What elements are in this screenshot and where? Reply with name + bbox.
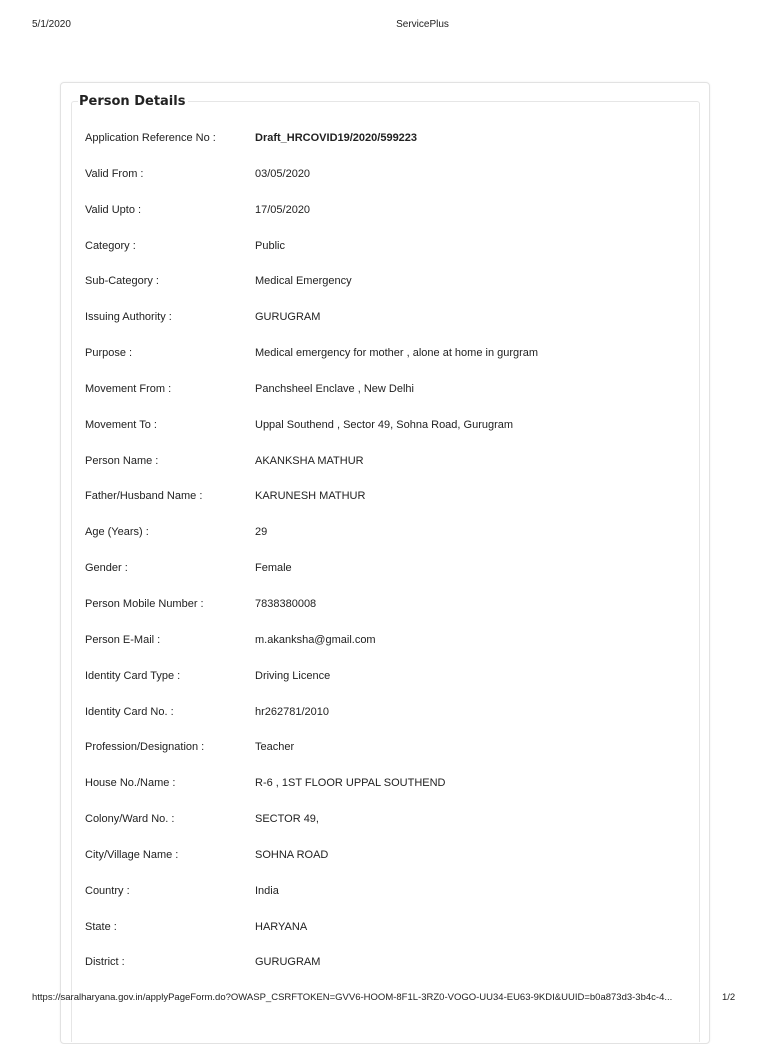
detail-row-city-village xyxy=(85,849,685,885)
field-label: Movement To : xyxy=(85,418,157,431)
detail-row-father-husband-name xyxy=(85,490,685,526)
field-label: Age (Years) : xyxy=(85,526,149,539)
field-label: State : xyxy=(85,920,117,933)
detail-row-movement-to xyxy=(85,419,685,455)
field-label: Sub-Category : xyxy=(85,275,159,288)
field-value: 03/05/2020 xyxy=(255,167,311,180)
field-label: House No./Name : xyxy=(85,777,176,790)
field-value: GURUGRAM xyxy=(255,956,321,969)
field-label: Application Reference No : xyxy=(85,132,216,144)
field-label: Gender : xyxy=(85,562,128,575)
field-value: Uppal Southend , Sector 49, Sohna Road, Gurugram xyxy=(255,418,514,431)
detail-row-country xyxy=(85,885,685,921)
field-label: Person E-Mail : xyxy=(85,633,161,646)
field-value: India xyxy=(255,884,279,897)
field-label: Country : xyxy=(85,884,130,897)
field-label: Valid Upto : xyxy=(85,203,142,216)
print-page-title: ServicePlus xyxy=(396,19,449,30)
field-value: Public xyxy=(255,239,285,252)
field-value: Teacher xyxy=(255,741,295,754)
field-label: Person Mobile Number : xyxy=(85,597,204,610)
field-value: Panchsheel Enclave , New Delhi xyxy=(255,382,414,395)
field-label: Identity Card No. : xyxy=(85,705,174,718)
field-value: hr262781/2010 xyxy=(255,705,330,718)
detail-row-colony-ward xyxy=(85,813,685,849)
field-label: Father/Husband Name : xyxy=(85,490,203,503)
person-details-fieldset xyxy=(71,94,700,1042)
field-label: Person Name : xyxy=(85,454,159,467)
field-value: SECTOR 49, xyxy=(255,813,319,826)
person-details-card xyxy=(60,82,710,1044)
field-value: Medical Emergency xyxy=(255,275,352,288)
detail-row-valid-from xyxy=(85,168,685,204)
field-value: SOHNA ROAD xyxy=(255,848,329,861)
field-label: Issuing Authority : xyxy=(85,311,172,324)
detail-row-purpose xyxy=(85,347,685,383)
field-label: City/Village Name : xyxy=(85,848,179,861)
detail-row-mobile-number xyxy=(85,598,685,634)
field-value: KARUNESH MATHUR xyxy=(255,490,366,503)
detail-row-person-name xyxy=(85,455,685,491)
detail-row-district xyxy=(85,956,685,992)
detail-row-valid-upto xyxy=(85,204,685,240)
detail-row-email xyxy=(85,634,685,670)
field-label: Valid From : xyxy=(85,167,144,180)
field-value: 7838380008 xyxy=(255,597,317,610)
detail-row-state xyxy=(85,921,685,957)
detail-row-movement-from xyxy=(85,383,685,419)
detail-row-category xyxy=(85,240,685,276)
field-label: Colony/Ward No. : xyxy=(85,813,175,826)
page-number: 1/2 xyxy=(722,992,736,1003)
field-value: Draft_HRCOVID19/2020/599223 xyxy=(255,132,418,144)
print-url: https://saralharyana.gov.in/applyPageForm.do?OWASP_CSRFTOKEN=GVV6-HOOM-8F1L-3RZ0-VOGO-UU34-EU63-9KDI&UUID=b0a873d3-3b4c-4... xyxy=(32,992,673,1003)
print-date: 5/1/2020 xyxy=(32,19,71,30)
print-header xyxy=(0,19,768,33)
field-value: Female xyxy=(255,562,292,575)
field-label: Identity Card Type : xyxy=(85,669,181,682)
detail-row-identity-card-no xyxy=(85,706,685,742)
field-label: Profession/Designation : xyxy=(85,741,205,754)
section-title: Person Details xyxy=(78,94,188,109)
field-value: m.akanksha@gmail.com xyxy=(255,633,376,646)
field-label: Category : xyxy=(85,239,136,252)
detail-row-age xyxy=(85,526,685,562)
field-value: R-6 , 1ST FLOOR UPPAL SOUTHEND xyxy=(255,777,446,790)
print-footer xyxy=(0,992,768,1006)
field-value: 29 xyxy=(255,526,268,539)
detail-row-gender xyxy=(85,562,685,598)
field-label: District : xyxy=(85,956,125,969)
field-value: Driving Licence xyxy=(255,669,331,682)
field-value: Medical emergency for mother , alone at home in gurgram xyxy=(255,347,539,360)
detail-row-identity-card-type xyxy=(85,670,685,706)
detail-row-house-no xyxy=(85,777,685,813)
field-value: 17/05/2020 xyxy=(255,203,311,216)
field-value: HARYANA xyxy=(255,920,308,933)
detail-row-profession xyxy=(85,741,685,777)
detail-row-application-reference xyxy=(85,132,685,168)
field-value: GURUGRAM xyxy=(255,311,321,324)
field-label: Purpose : xyxy=(85,347,133,360)
details-list xyxy=(85,132,685,992)
field-label: Movement From : xyxy=(85,382,172,395)
detail-row-sub-category xyxy=(85,275,685,311)
field-value: AKANKSHA MATHUR xyxy=(255,454,364,467)
detail-row-issuing-authority xyxy=(85,311,685,347)
